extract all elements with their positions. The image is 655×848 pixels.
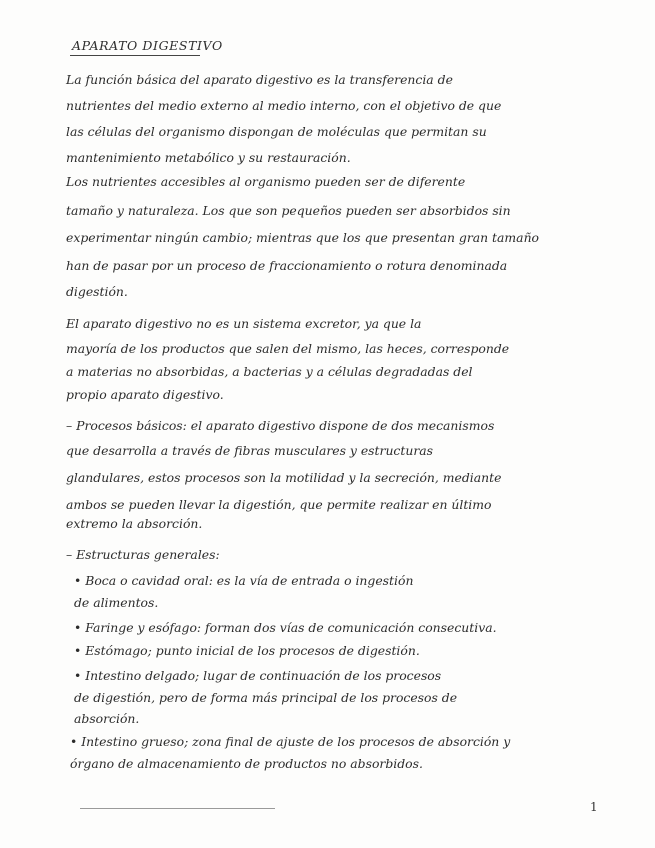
page-number: 1	[590, 800, 598, 814]
text-line: las células del organismo dispongan de moléculas que permitan su	[66, 124, 487, 139]
text-line: que desarrolla a través de fibras musculares y estructuras	[66, 443, 433, 458]
text-line: extremo la absorción.	[66, 516, 203, 531]
text-line: La función básica del aparato digestivo es la transferencia de	[66, 72, 453, 87]
list-item: • Intestino delgado; lugar de continuación de los procesos	[74, 668, 442, 683]
text-line: propio aparato digestivo.	[66, 387, 224, 402]
text-line: mayoría de los productos que salen del mismo, las heces, corresponde	[66, 341, 510, 356]
list-item: • Intestino grueso; zona final de ajuste de los procesos de absorción y	[70, 734, 511, 749]
list-item: • Estómago; punto inicial de los procesos de digestión.	[74, 643, 420, 658]
list-item-continuation: órgano de almacenamiento de productos no absorbidos.	[70, 756, 423, 771]
section-heading: – Estructuras generales:	[66, 547, 220, 562]
list-item-continuation: de digestión, pero de forma más principal de los procesos de	[74, 690, 458, 705]
title-underline	[70, 55, 200, 56]
text-line: glandulares, estos procesos son la motilidad y la secreción, mediante	[66, 470, 502, 485]
list-item-continuation: absorción.	[74, 711, 140, 726]
footer-rule	[80, 808, 275, 809]
text-line: han de pasar por un proceso de fraccionamiento o rotura denominada	[66, 258, 508, 273]
page-title: APARATO DIGESTIVO	[72, 38, 223, 53]
text-line: – Procesos básicos: el aparato digestivo dispone de dos mecanismos	[66, 418, 495, 433]
text-line: a materias no absorbidas, a bacterias y a células degradadas del	[66, 364, 473, 379]
list-item: • Boca o cavidad oral: es la vía de entrada o ingestión	[74, 573, 414, 588]
text-line: El aparato digestivo no es un sistema excretor, ya que la	[66, 316, 422, 331]
list-item-continuation: de alimentos.	[74, 595, 159, 610]
list-item: • Faringe y esófago: forman dos vías de comunicación consecutiva.	[74, 620, 497, 635]
text-line: nutrientes del medio externo al medio interno, con el objetivo de que	[66, 98, 502, 113]
text-line: Los nutrientes accesibles al organismo pueden ser de diferente	[66, 174, 466, 189]
text-line: experimentar ningún cambio; mientras que los que presentan gran tamaño	[66, 230, 540, 245]
text-line: tamaño y naturaleza. Los que son pequeños pueden ser absorbidos sin	[66, 203, 511, 218]
text-line: digestión.	[66, 284, 128, 299]
text-line: mantenimiento metabólico y su restauración.	[66, 150, 351, 165]
text-line: ambos se pueden llevar la digestión, que permite realizar en último	[66, 497, 492, 512]
